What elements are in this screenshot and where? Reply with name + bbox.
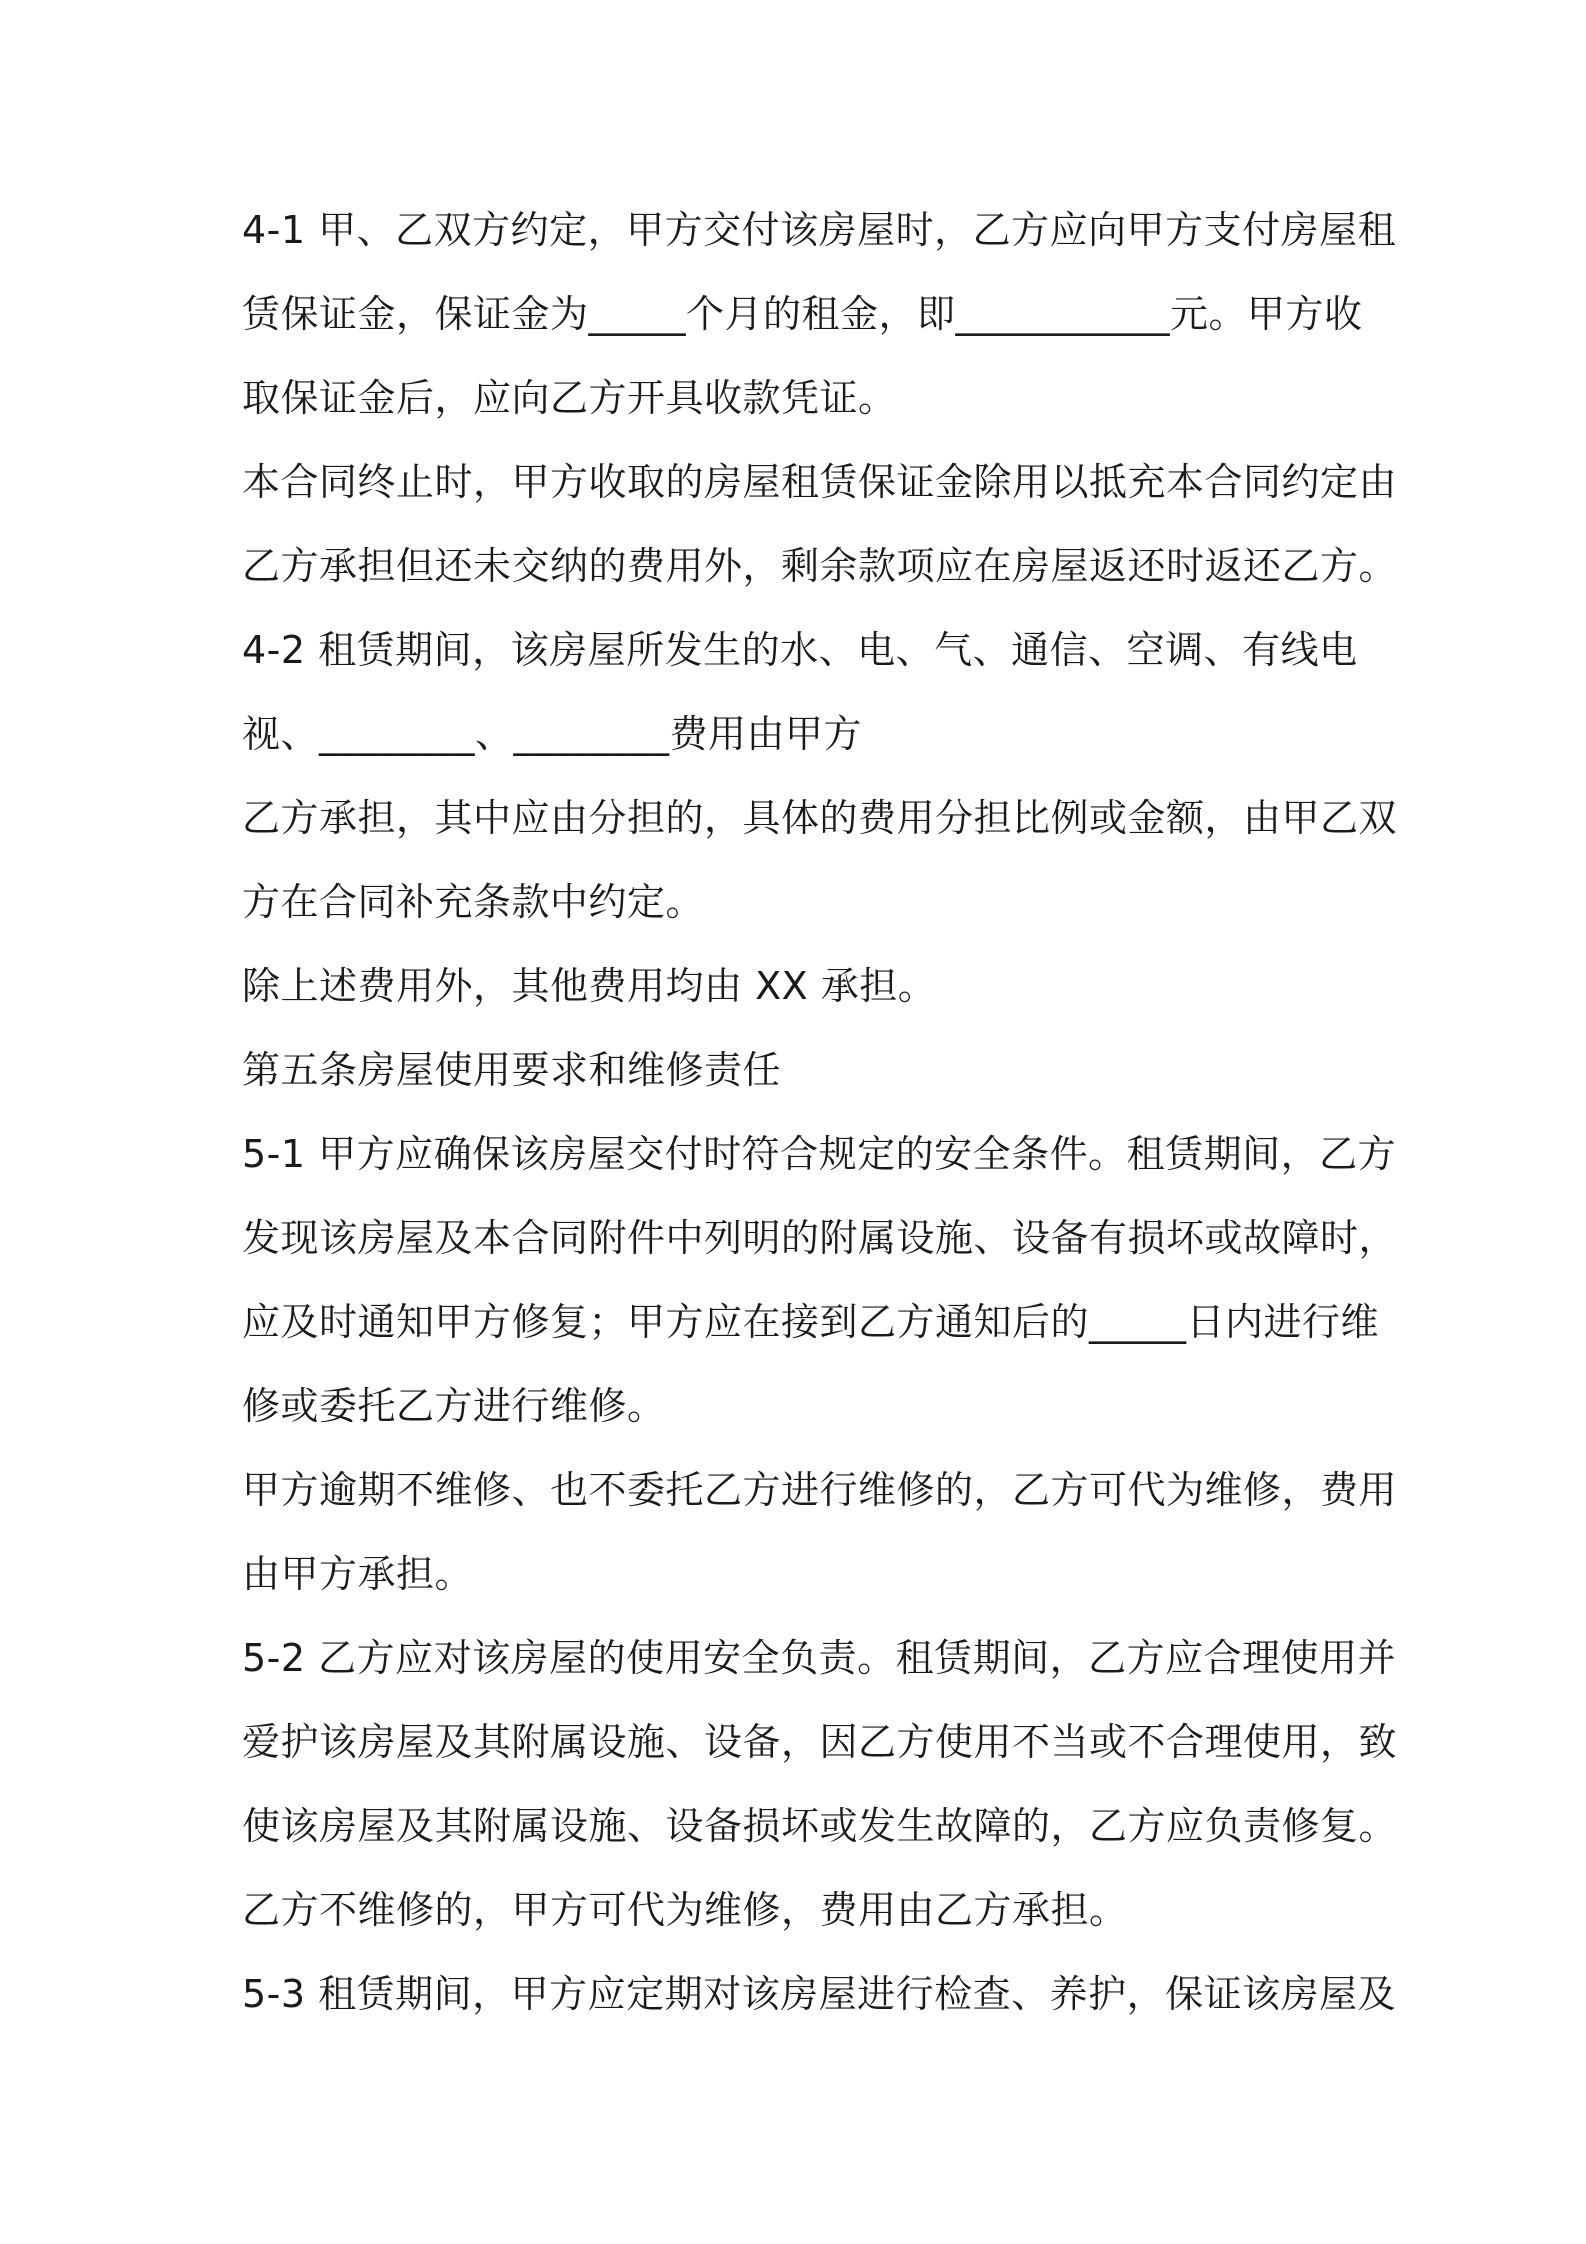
text-line: 4-2 租赁期间，该房屋所发生的水、电、气、通信、空调、有线电 <box>242 628 1358 672</box>
text-line: 5-1 甲方应确保该房屋交付时符合规定的安全条件。租赁期间，乙方 <box>242 1132 1397 1176</box>
text-line: 乙方不维修的，甲方可代为维修，费用由乙方承担。 <box>242 1888 1128 1932</box>
text-line: 取保证金后，应向乙方开具收款凭证。 <box>242 376 897 420</box>
text-line: 由甲方承担。 <box>242 1552 474 1596</box>
text-line: 赁保证金，保证金为_____个月的租金，即___________元。甲方收 <box>242 292 1363 336</box>
text-line: 5-3 租赁期间，甲方应定期对该房屋进行检查、养护，保证该房屋及 <box>242 1972 1397 2016</box>
text-line: 修或委托乙方进行维修。 <box>242 1384 666 1428</box>
text-line: 发现该房屋及本合同附件中列明的附属设施、设备有损坏或故障时， <box>242 1216 1398 1260</box>
text-line: 本合同终止时，甲方收取的房屋租赁保证金除用以抵充本合同约定由 <box>242 460 1398 504</box>
text-line: 乙方承担但还未交纳的费用外，剩余款项应在房屋返还时返还乙方。 <box>242 544 1398 588</box>
text-line: 爱护该房屋及其附属设施、设备，因乙方使用不当或不合理使用，致 <box>242 1720 1398 1764</box>
section-heading: 第五条房屋使用要求和维修责任 <box>242 1048 782 1092</box>
text-line: 使该房屋及其附属设施、设备损坏或发生故障的，乙方应负责修复。 <box>242 1804 1398 1848</box>
contract-text-body <box>242 188 1398 2036</box>
text-line: 方在合同补充条款中约定。 <box>242 880 705 924</box>
text-line: 甲方逾期不维修、也不委托乙方进行维修的，乙方可代为维修，费用 <box>242 1468 1398 1512</box>
text-line: 乙方承担，其中应由分担的，具体的费用分担比例或金额，由甲乙双 <box>242 796 1398 840</box>
text-line: 视、________、________费用由甲方 <box>242 712 863 756</box>
text-line: 除上述费用外，其他费用均由 XX 承担。 <box>242 964 937 1008</box>
text-line: 应及时通知甲方修复；甲方应在接到乙方通知后的_____日内进行维 <box>242 1300 1380 1344</box>
text-line: 5-2 乙方应对该房屋的使用安全负责。租赁期间，乙方应合理使用并 <box>242 1636 1397 1680</box>
text-line: 4-1 甲、乙双方约定，甲方交付该房屋时，乙方应向甲方支付房屋租 <box>242 208 1397 252</box>
